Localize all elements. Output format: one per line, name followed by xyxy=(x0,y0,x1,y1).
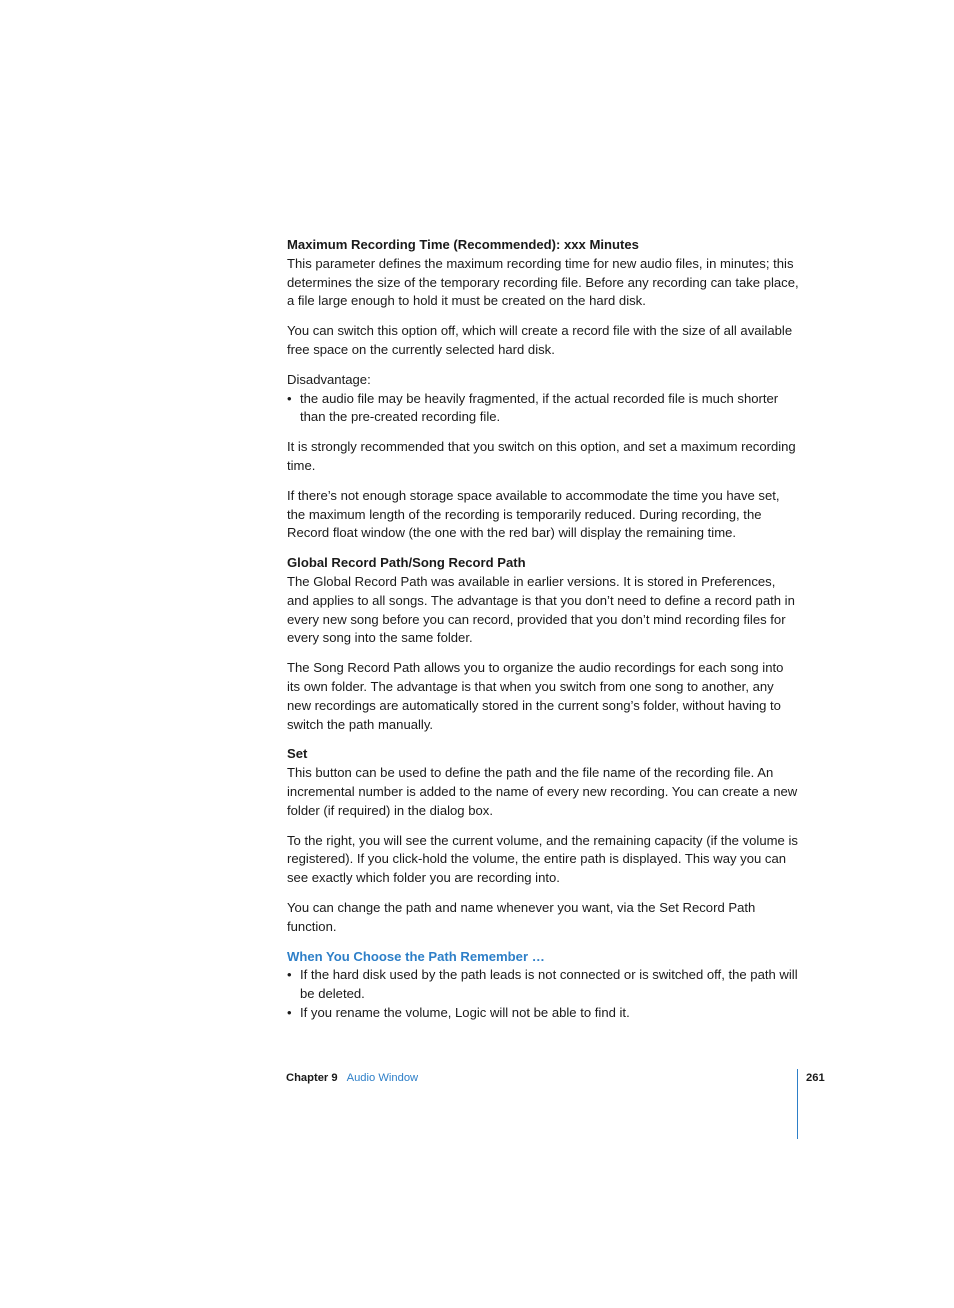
global-record-path-paragraph: The Global Record Path was available in earlier versions. It is stored in Preferences, and applies to all songs. The advantage is that you don’t need to define a record path in every new song before you can record, provided that you don’t mind recording files for every song into the same folder. xyxy=(287,573,795,646)
disadvantage-list xyxy=(287,390,799,428)
chapter-label: Chapter 9 xyxy=(286,1072,338,1084)
storage-space-paragraph: If there’s not enough storage space available to accommodate the time you have set, the maximum length of the recording is temporarily reduced. During recording, the Record float window (the one with the red bar) will display the remaining time. xyxy=(287,487,780,541)
set-button-paragraph: This button can be used to define the path and the file name of the recording file. An incremental number is added to the name of every new recording. You can create a new folder (if required) in the dialog box. xyxy=(287,765,798,818)
recommendation-paragraph: It is strongly recommended that you switch on this option, and set a maximum recording time. xyxy=(287,439,796,473)
list-item xyxy=(287,1004,799,1023)
page-footer xyxy=(286,1070,418,1086)
bullet-icon: • xyxy=(287,967,292,983)
song-record-path-paragraph: The Song Record Path allows you to organize the audio recordings for each song into its own folder. The advantage is that when you switch from one song to another, any new recordings are automatically stored in the current song’s folder, without having to switch the path manually. xyxy=(287,660,784,732)
bullet-icon: • xyxy=(287,390,292,406)
max-recording-time-paragraph: This parameter defines the maximum recording time for new audio files, in minutes; this determines the size of the temporary recording file. Before any recording can take place, a file large enough to hold it must be created on the hard disk. xyxy=(287,255,799,309)
bullet-icon: • xyxy=(287,1004,292,1020)
list-item-text: the audio file may be heavily fragmented, if the actual recorded file is much shorter than the pre-created recording file. xyxy=(300,390,779,425)
list-item-text: If the hard disk used by the path leads is not connected or is switched off, the path will be deleted. xyxy=(300,967,798,1002)
list-item-text: If you rename the volume, Logic will not be able to find it. xyxy=(300,1004,630,1020)
record-path-heading: Global Record Path/Song Record Path xyxy=(287,555,526,571)
page-number: 261 xyxy=(806,1072,825,1084)
switch-off-paragraph: You can switch this option off, which will create a record file with the size of all available free space on the currently selected hard disk. xyxy=(287,323,793,357)
disadvantage-label: Disadvantage: xyxy=(287,371,371,387)
change-path-paragraph: You can change the path and name whenever you want, via the Set Record Path function. xyxy=(287,899,756,934)
page-divider xyxy=(797,1069,798,1139)
list-item xyxy=(287,966,799,1004)
list-item xyxy=(287,390,799,428)
remember-list xyxy=(287,966,799,1022)
chapter-title: Audio Window xyxy=(346,1072,419,1084)
set-heading: Set xyxy=(287,746,308,762)
current-volume-paragraph: To the right, you will see the current volume, and the remaining capacity (if the volume is registered). If you click-hold the volume, the entire path is displayed. This way you can see exactly which folder you are recording into. xyxy=(287,832,798,886)
max-recording-time-heading: Maximum Recording Time (Recommended): xxx Minutes xyxy=(287,237,639,252)
remember-heading: When You Choose the Path Remember … xyxy=(287,948,545,964)
page-body xyxy=(287,236,799,1034)
